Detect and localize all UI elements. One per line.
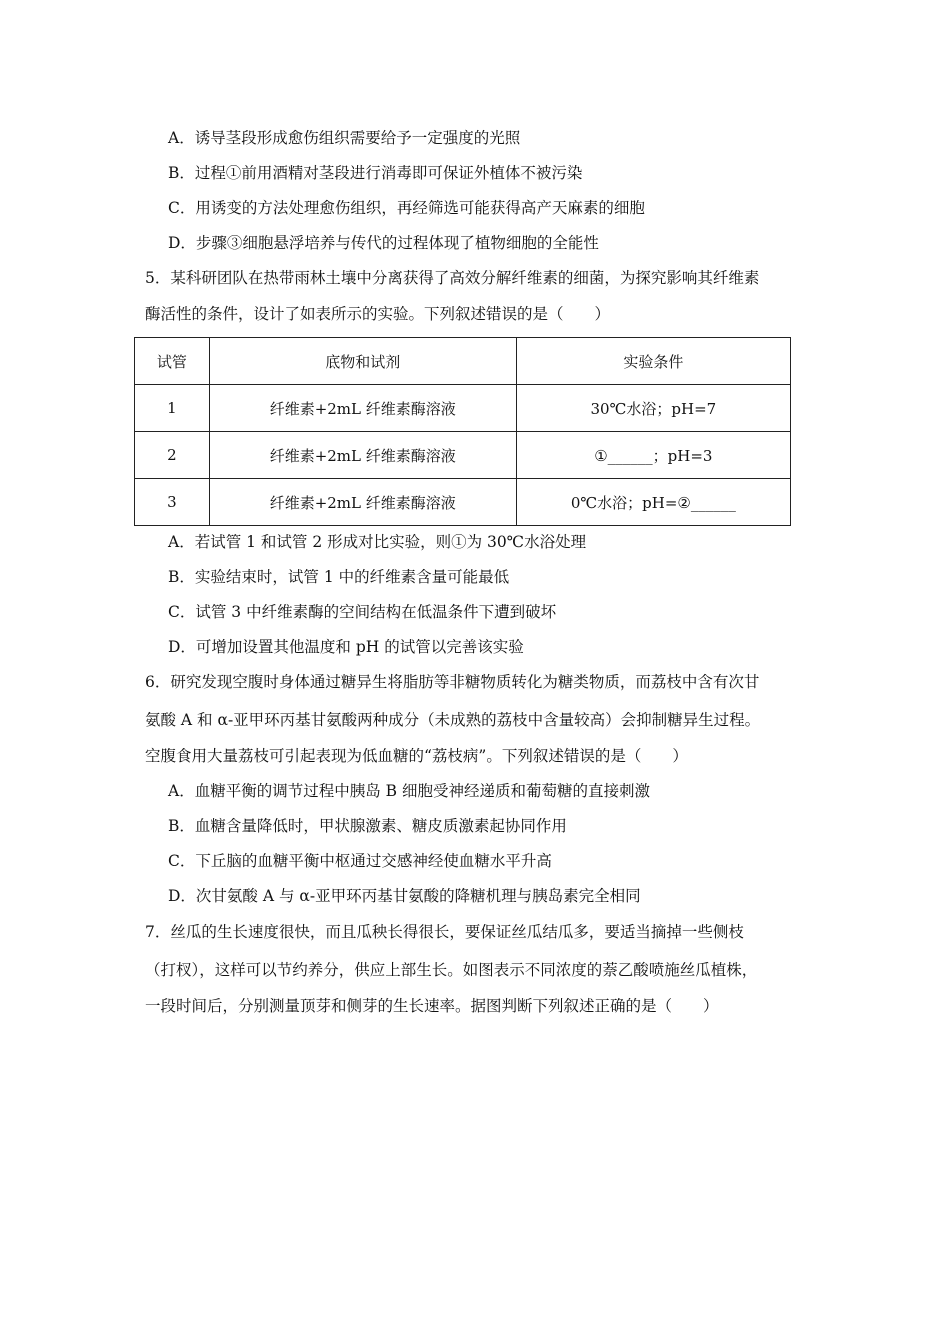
q6-stem-line-3: 空腹食用大量荔枝可引起表现为低血糖的“荔枝病”。下列叙述错误的是（ ） <box>145 747 688 765</box>
table-header-row <box>135 338 791 385</box>
table-cell: 3 <box>135 479 210 526</box>
table-row <box>135 432 791 479</box>
table-header-cell: 试管 <box>135 338 210 385</box>
table-cell: 30℃水浴；pH=7 <box>516 385 790 432</box>
q6-option-d: D．次甘氨酸 A 与 α-亚甲环丙基甘氨酸的降糖机理与胰岛素完全相同 <box>168 887 641 905</box>
table-cell: 纤维素+2mL 纤维素酶溶液 <box>209 385 516 432</box>
table-header-cell: 实验条件 <box>516 338 790 385</box>
q7-stem-line-2: （打杈），这样可以节约养分，供应上部生长。如图表示不同浓度的萘乙酸喷施丝瓜植株， <box>145 961 758 979</box>
q7-stem-line-3: 一段时间后，分别测量顶芽和侧芽的生长速率。据图判断下列叙述正确的是（ ） <box>145 997 719 1015</box>
table-cell: 1 <box>135 385 210 432</box>
table-cell: 纤维素+2mL 纤维素酶溶液 <box>209 479 516 526</box>
table-cell: 2 <box>135 432 210 479</box>
q5-option-d: D．可增加设置其他温度和 pH 的试管以完善该实验 <box>168 638 524 656</box>
q6-stem-line-2: 氨酸 A 和 α-亚甲环丙基甘氨酸两种成分（未成熟的荔枝中含量较高）会抑制糖异生过程。 <box>145 711 761 729</box>
table-cell: ①______；pH=3 <box>516 432 790 479</box>
q4-option-a: A．诱导茎段形成愈伤组织需要给予一定强度的光照 <box>168 129 521 147</box>
table-cell: 0℃水浴；pH=②______ <box>516 479 790 526</box>
table-cell: 纤维素+2mL 纤维素酶溶液 <box>209 432 516 479</box>
q5-stem-line-1: 5．某科研团队在热带雨林土壤中分离获得了高效分解纤维素的细菌，为探究影响其纤维素 <box>145 269 760 287</box>
table-row <box>135 385 791 432</box>
q4-option-d: D．步骤③细胞悬浮培养与传代的过程体现了植物细胞的全能性 <box>168 234 599 252</box>
q6-option-c: C．下丘脑的血糖平衡中枢通过交感神经使血糖水平升高 <box>168 852 552 870</box>
q6-stem-line-1: 6．研究发现空腹时身体通过糖异生将脂肪等非糖物质转化为糖类物质，而荔枝中含有次甘 <box>145 673 760 691</box>
table-header-cell: 底物和试剂 <box>209 338 516 385</box>
experiment-table <box>134 337 791 526</box>
q4-option-c: C．用诱变的方法处理愈伤组织，再经筛选可能获得高产天麻素的细胞 <box>168 199 645 217</box>
table-row <box>135 479 791 526</box>
q6-option-b: B．血糖含量降低时，甲状腺激素、糖皮质激素起协同作用 <box>168 817 567 835</box>
q4-option-b: B．过程①前用酒精对茎段进行消毒即可保证外植体不被污染 <box>168 164 583 182</box>
q7-stem-line-1: 7．丝瓜的生长速度很快，而且瓜秧长得很长，要保证丝瓜结瓜多，要适当摘掉一些侧枝 <box>145 923 744 941</box>
q5-option-a: A．若试管 1 和试管 2 形成对比实验，则①为 30℃水浴处理 <box>168 533 587 551</box>
q5-stem-line-2: 酶活性的条件，设计了如表所示的实验。下列叙述错误的是（ ） <box>145 305 611 323</box>
q6-option-a: A．血糖平衡的调节过程中胰岛 B 细胞受神经递质和葡萄糖的直接刺激 <box>168 782 650 800</box>
q5-option-c: C．试管 3 中纤维素酶的空间结构在低温条件下遭到破坏 <box>168 603 557 621</box>
q5-option-b: B．实验结束时，试管 1 中的纤维素含量可能最低 <box>168 568 510 586</box>
